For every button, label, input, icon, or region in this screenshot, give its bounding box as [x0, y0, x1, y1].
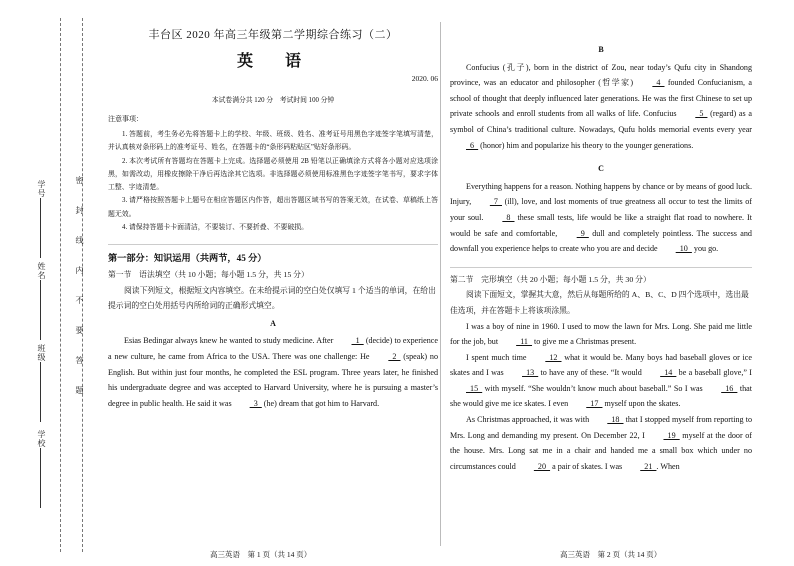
blank-2: 2 — [388, 351, 401, 361]
passage-label: B — [598, 45, 604, 54]
notice-item: 1. 答题前，考生务必先将答题卡上的学校、年级、班级、姓名、准考证号用黑色字迹签字笔填写清楚，并认真核对条形码上的准考证号、姓名，在答题卡的“条形码粘贴区”贴好条形码。 — [108, 130, 438, 152]
passage-label: A — [270, 318, 276, 328]
passage-text: As Christmas approached, it was with — [466, 415, 592, 425]
blank-4: 4 — [652, 78, 665, 88]
passage-text: these small tests, life would be like a straight flat road to nowhere. It would be safe and comfortable, — [450, 212, 752, 238]
passage-text: I was a boy of nine in 1960. I used to mow the lawn for Mrs. Long. She paid me little for the job, but — [450, 321, 752, 347]
blank-5: 5 — [695, 109, 708, 119]
notice-item: 4. 请保持答题卡卡面清洁，不要装订、不要折叠、不要破损。 — [122, 224, 309, 232]
passage-text: Confucius (孔子), born in the district of Zou, near today’s Qufu city in Shandong province, was an educator and philosopher (哲学家) — [450, 62, 752, 88]
class-label: 班级 — [37, 344, 46, 362]
blank-11: 11 — [516, 337, 533, 347]
passage-text: what it would be. Many boys had baseball gloves or ice skates and I was — [450, 352, 752, 378]
cloze-paragraph — [450, 319, 752, 350]
blank-7: 7 — [489, 197, 502, 207]
passage-text: myself upon the skates. — [602, 399, 681, 409]
student-id-label: 学号 — [37, 180, 46, 198]
section-instructions: 阅读下列短文，根据短文内容填空。在未给提示词的空白处仅填写 1 个适当的单词，在给出提示词的空白处用括号内所给词的正确形式填空。 — [108, 285, 436, 311]
passage-text: (ill), love, and lost moments of true greatness all occur to test the limits of your soul. — [450, 197, 752, 222]
passage-text: dull and completely pointless. The success and downfall you experience helps to create who you are and decide — [450, 228, 752, 254]
passage-text: that I stopped myself from reporting to Mrs. Long and demanding my present. On December 22, I — [450, 415, 752, 440]
page-footer-right: 高三英语 第 2 页（共 14 页） — [560, 550, 662, 559]
passage-text: (he) dream that got him to Harvard. — [261, 398, 380, 408]
passage-text: that she would give me ice skates. I even — [450, 383, 752, 409]
part-heading: 第一部分：知识运用（共两节，45 分） — [108, 244, 438, 267]
blank-18: 18 — [607, 415, 624, 425]
section-heading: 第一节 语法填空（共 10 小题；每小题 1.5 分，共 15 分） — [108, 269, 309, 279]
passage-text: (honor) him and popularize his theory to the younger generations. — [478, 140, 694, 150]
notice-heading: 注意事项： — [108, 115, 143, 124]
passage-text: (decide) to experience a new culture, he came from Africa to the USA. There was one challenge: He — [108, 336, 438, 361]
passage-text: I spent much time — [466, 352, 530, 362]
exam-title: 丰台区 2020 年高三年级第二学期综合练习（二） — [148, 29, 398, 41]
blank-3: 3 — [249, 398, 262, 408]
column-divider — [440, 22, 441, 546]
passage-b — [450, 60, 752, 154]
blank-9: 9 — [576, 228, 589, 238]
passage-a — [108, 333, 438, 411]
passage-text: you go. — [691, 244, 719, 254]
passage-text: to have any of these. “It would — [538, 368, 645, 378]
exam-date: 2020. 06 — [411, 74, 438, 84]
blank-6: 6 — [466, 140, 479, 150]
seal-notice: 密封线内不要答题 — [75, 176, 84, 416]
passage-text: (speak) no English. But within just four months, he completed the ESL program. Three years later, he finished his undergraduate degree and was accepted to Harvard University, where he is pursuing a master’s degree in public health. He said it was — [108, 351, 438, 408]
name-field[interactable] — [40, 280, 41, 340]
notice-item: 2. 本次考试所有答题均在答题卡上完成。选择题必须使用 2B 铅笔以正确填涂方式将各小题对应选项涂黑，如需改动，用橡皮擦除干净后再选涂其它选项。非选择题必须使用标准黑色字迹签字笔书写，要求字体工整、字迹清楚。 — [108, 157, 438, 192]
section-heading: 第二节 完形填空（共 20 小题；每小题 1.5 分，共 30 分） — [450, 267, 752, 288]
notice-item: 3. 请严格按照答题卡上题号在相应答题区内作答，超出答题区域书写的答案无效，在试卷、草稿纸上答题无效。 — [108, 197, 438, 218]
passage-text: to give me a Christmas present. — [532, 337, 637, 347]
student-id-field[interactable] — [40, 198, 41, 258]
blank-21: 21 — [640, 461, 657, 471]
blank-1: 1 — [351, 336, 364, 346]
blank-16: 16 — [721, 383, 738, 393]
blank-13: 13 — [522, 368, 539, 378]
blank-15: 15 — [466, 383, 483, 393]
passage-c — [450, 179, 752, 257]
fold-line — [60, 18, 61, 552]
binding-margin — [0, 0, 100, 566]
blank-14: 14 — [660, 368, 677, 378]
cloze-paragraph — [450, 350, 752, 412]
school-label: 学校 — [37, 430, 46, 448]
class-field[interactable] — [40, 362, 41, 422]
passage-text: founded Confucianism, a school of thought that deeply influenced later generations. He was the first Chinese to set up private schools and enroll students from all walks of life. Confucius — [450, 78, 752, 119]
passage-text: myself at the door of the house. Mrs. Long sat me in a chair and handed me a small box which under no circumstances could — [450, 430, 752, 471]
left-column — [108, 28, 438, 411]
blank-19: 19 — [663, 430, 680, 440]
name-label: 姓名 — [37, 262, 46, 280]
subject-title: 英 语 — [236, 52, 309, 70]
passage-text: (regard) as a symbol of China’s traditional culture. Nowadays, Qufu holds memorial events every year — [450, 109, 752, 134]
passage-text: . When — [656, 461, 680, 471]
section-instructions: 阅读下面短文，掌握其大意，然后从每题所给的 A、B、C、D 四个选项中，选出最佳选项，并在答题卡上将该项涂黑。 — [450, 290, 749, 315]
right-column — [450, 40, 752, 474]
passage-text: Esias Bedingar always knew he wanted to study medicine. After — [124, 336, 336, 346]
exam-meta: 本试卷满分共 120 分 考试时间 100 分钟 — [211, 96, 335, 104]
passage-text: Everything happens for a reason. Nothing happens by chance or by means of good luck. Injury, — [450, 181, 752, 207]
blank-20: 20 — [533, 461, 551, 471]
blank-17: 17 — [586, 399, 603, 409]
blank-8: 8 — [502, 212, 515, 222]
school-field[interactable] — [40, 448, 41, 508]
cloze-paragraph — [450, 412, 752, 474]
page-footer-left: 高三英语 第 1 页（共 14 页） — [210, 550, 312, 559]
passage-text: a pair of skates. I was — [550, 461, 625, 471]
passage-text: be a baseball glove,” I — [676, 368, 752, 378]
passage-label: C — [598, 164, 604, 174]
blank-10: 10 — [675, 244, 692, 254]
passage-text: with myself. “She wouldn’t know much about baseball.” So I was — [482, 383, 706, 393]
blank-12: 12 — [545, 352, 562, 362]
